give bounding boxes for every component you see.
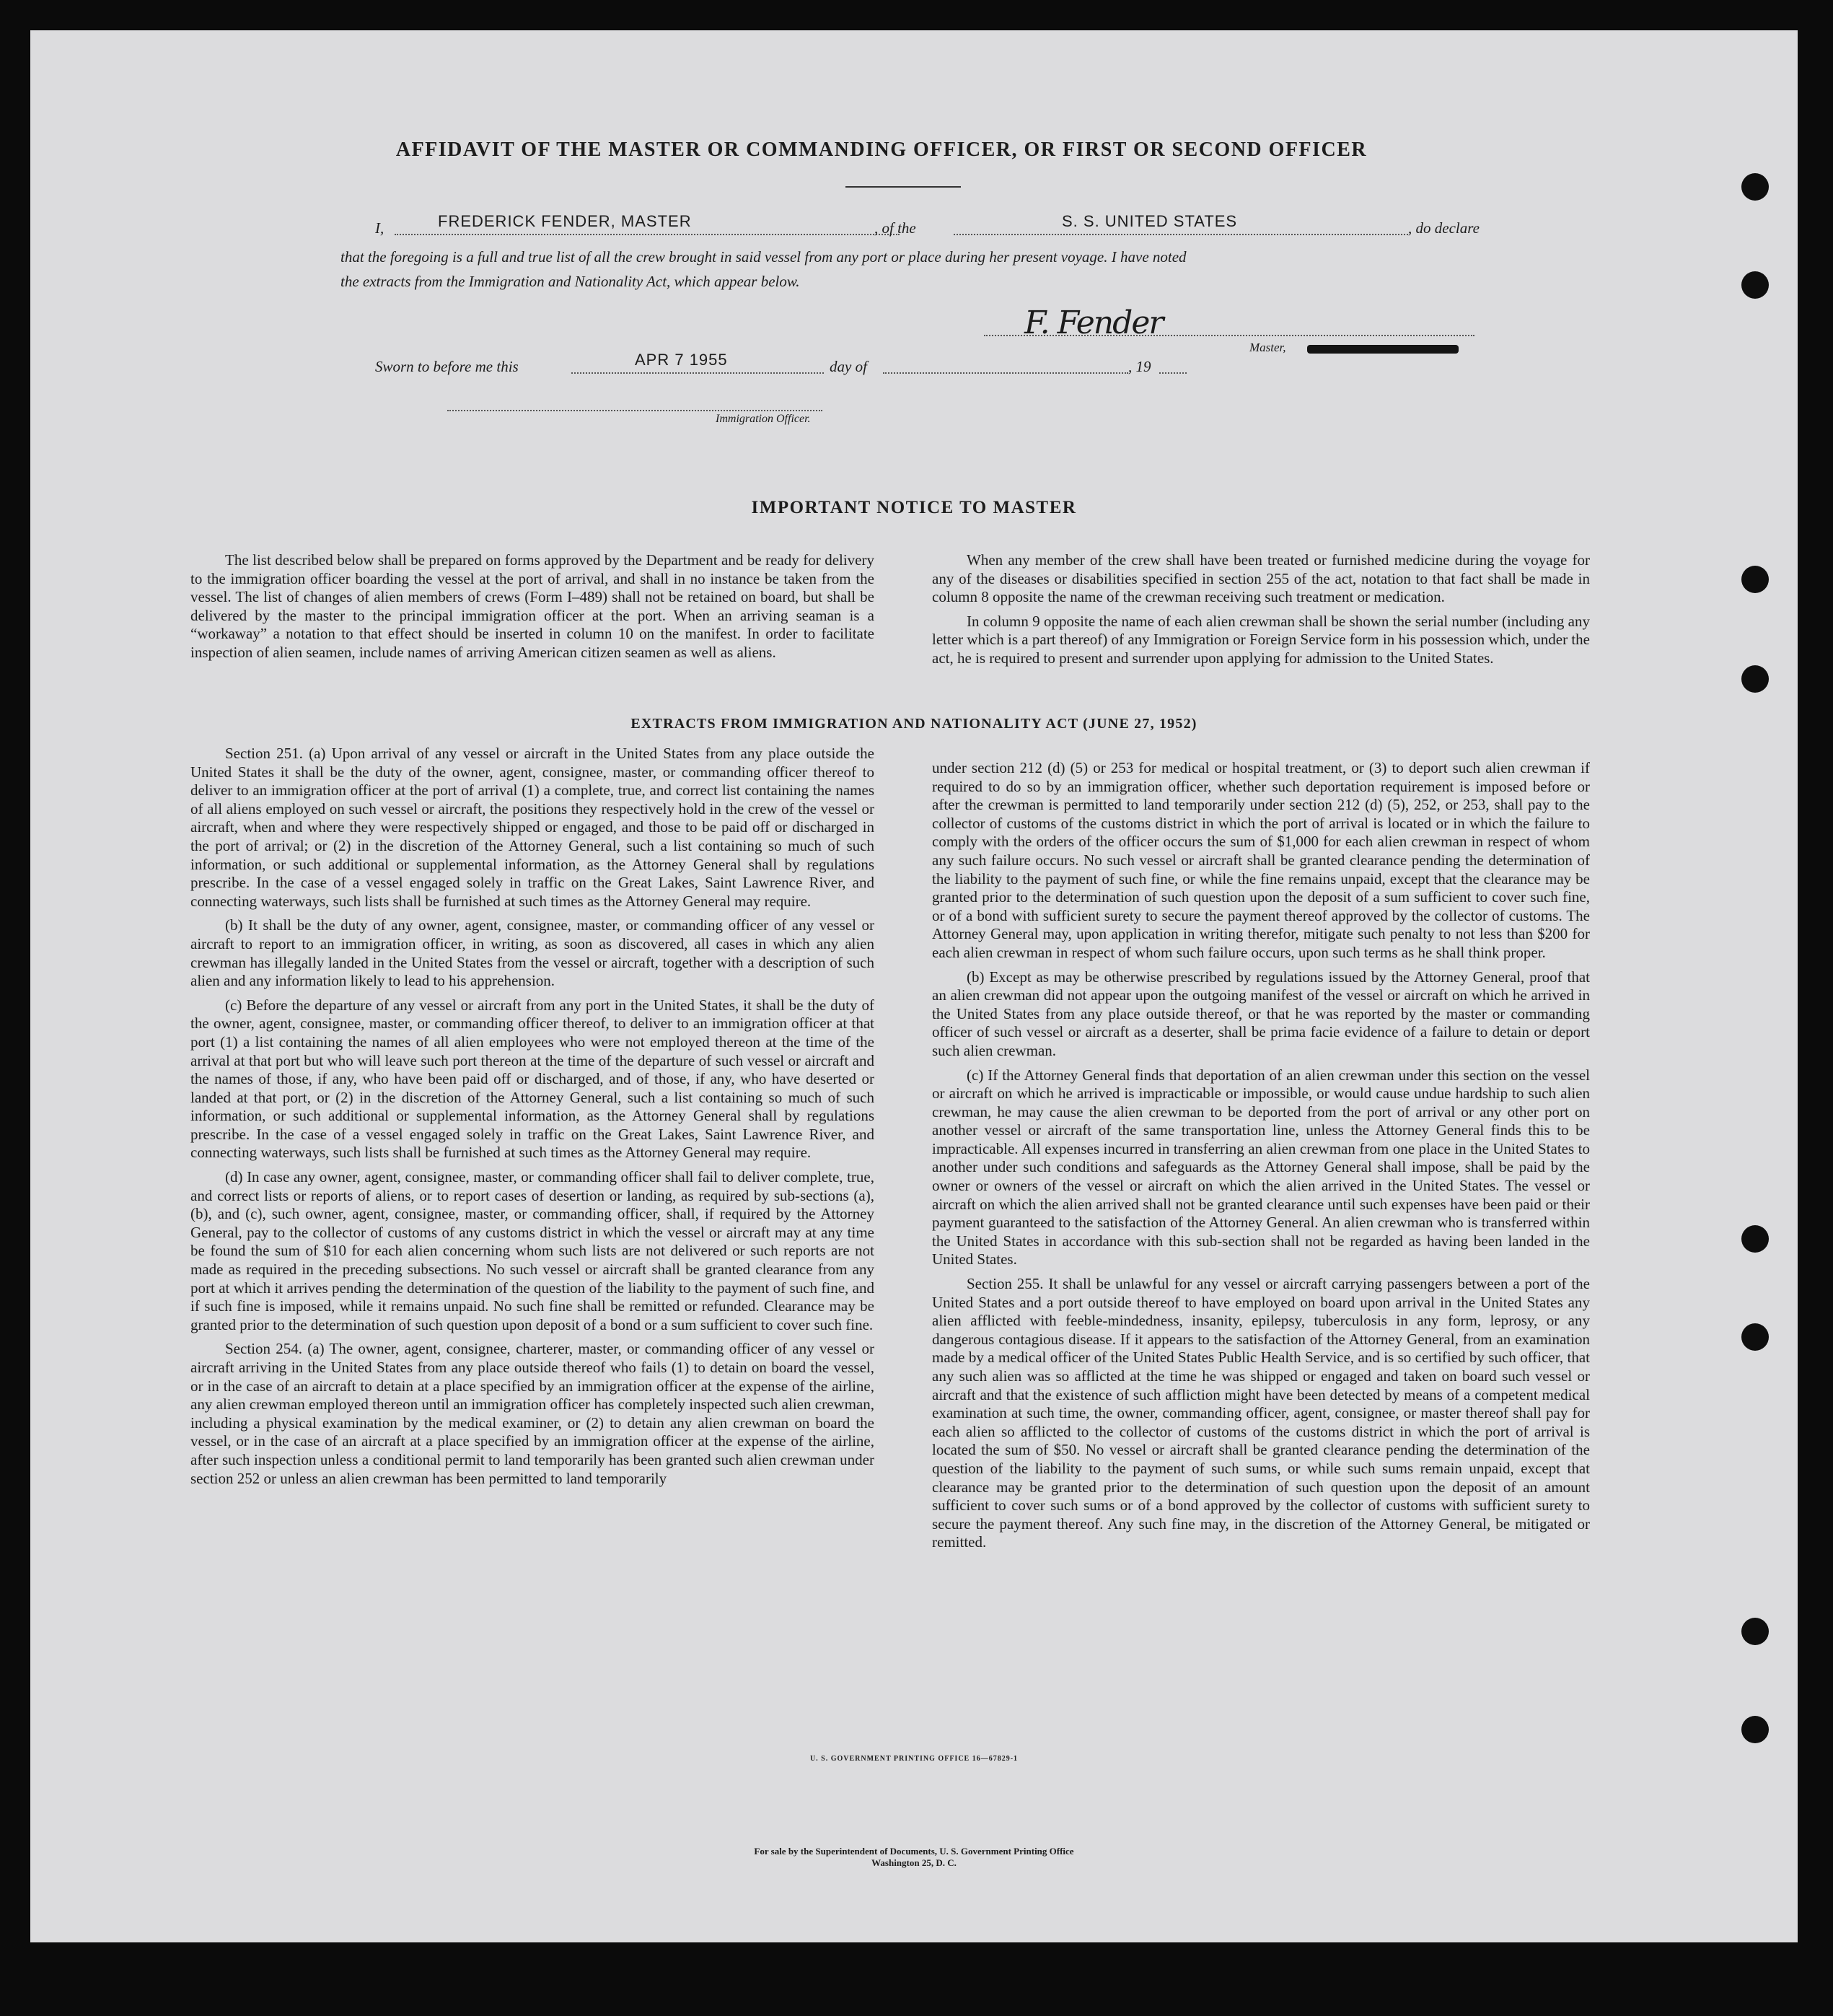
section-254-a: Section 254. (a) The owner, agent, consignee, charterer, master, or commanding officer of any vessel or aircraft arriving in the United States from any place outside thereof who fails (1) to detain on board the vessel, or in the case of an aircraft to detain at a place specified by an immigration officer at the expense of the airline, any alien crewman employed thereon until an immigration officer has completely inspected such alien crewman, including a physical examination by the medical examiner, or (2) to detain any alien crewman on board the vessel, or in the case of an aircraft at a place specified by an immigration officer at the expense of the airline, after such inspection unless a conditional permit to land temporarily has been granted such alien crewman under section 252 or unless an alien crewman has been permitted to land temporarily [190, 1340, 874, 1487]
punch-hole-7 [1741, 1618, 1769, 1645]
section-251-c: (c) Before the departure of any vessel or aircraft from any port in the United States, it shall be the duty of the owner, agent, consignee, master, or commanding officer thereof, to deliver to an immigration officer at that port (1) a list containing the names of all alien employees who were not employed thereon at the time of the arrival at that port but who will leave such port thereon at the time of the departure of such vessel or aircraft and the names of those, if any, who have been paid off or discharged, and of those, if any, who have deserted or landed at that port, or (2) in the discretion of the Attorney General, such a list containing so much of such information, or such additional or supplemental information, as the Attorney General shall by regulations prescribe. In the case of a vessel engaged solely in traffic on the Great Lakes, Saint Lawrence River, and connecting waterways, such lists shall be furnished at such times as the Attorney General may require. [190, 996, 874, 1162]
master-name-field: FREDERICK FENDER, MASTER [438, 212, 692, 230]
document-page [30, 30, 1798, 1942]
title-rule [845, 186, 961, 188]
vessel-line [954, 234, 1408, 235]
notice-left-column [190, 551, 874, 668]
notice-right-paragraph-1: When any member of the crew shall have been treated or furnished medicine during the voyage for any of the diseases or disabilities specified in section 255 of the act, notation to that fact shall be made in column 8 opposite the name of the crewman receiving such treatment or medication. [932, 551, 1590, 606]
section-255: Section 255. It shall be unlawful for any vessel or aircraft carrying passengers between a port of the United States and a port outside thereof to have employed on board upon arrival in the United States any alien afflicted with feeble-mindedness, insanity, epilepsy, tuberculosis in any form, leprosy, or any dangerous contagious disease. If it appears to the satisfaction of the Attorney General, from an examination made by a medical officer of the United States Public Health Service, and is so certified by such officer, that any such alien was so afflicted at the time he was shipped or engaged and taken on board such vessel or aircraft and that the existence of such affliction might have been detected by means of a competent medical examination at such time, the owner, commanding officer, agent, consignee, or master thereof shall pay for each alien so afflicted to the collector of customs of the customs district in which the port of arrival is located the sum of $50. No vessel or aircraft shall be granted clearance pending the determination of the question of the liability to the payment of such sums, or while such sums remain unpaid, except that clearance may be granted prior to the determination of such question upon the deposit of an amount sufficient to cover such sums or of a bond approved by the collector of customs with sufficient surety to secure the payment thereof. Any such fine may, in the discretion of the Attorney General, be mitigated or remitted. [932, 1275, 1590, 1551]
printing-office-line: U. S. GOVERNMENT PRINTING OFFICE 16—67829-1 [809, 1755, 1019, 1763]
section-251-a: Section 251. (a) Upon arrival of any vessel or aircraft in the United States from any place outside the United States it shall be the duty of the owner, agent, consignee, master, or commanding officer thereof to deliver to an immigration officer at the port of arrival (1) a complete, true, and correct list containing the names of all aliens employed on such vessel or aircraft, the positions they respectively hold in the crew of the vessel or aircraft, when and where they were respectively shipped or engaged, and those to be paid off or discharged in the port of arrival; or (2) in the discretion of the Attorney General, such a list containing so much of such information, or such additional or supplemental information, as the Attorney General shall by regulations prescribe. In the case of a vessel engaged solely in traffic on the Great Lakes, Saint Lawrence River, and connecting waterways, such lists shall be furnished at such times as the Attorney General may require. [190, 745, 874, 910]
notice-right-paragraph-2: In column 9 opposite the name of each alien crewman shall be shown the serial number (including any letter which is a part thereof) of any Immigration or Foreign Service form in his possession which, under the act, he is required to present and surrender upon applying for admission to the United States. [932, 612, 1590, 667]
sale-notice [30, 1846, 1798, 1869]
do-declare-label: , do declare [1408, 219, 1480, 237]
extracts-title: EXTRACTS FROM IMMIGRATION AND NATIONALITY ACT (JUNE 27, 1952) [630, 716, 1197, 732]
of-the-label: , of the [874, 219, 916, 237]
sworn-label: Sworn to before me this [375, 358, 519, 375]
punch-hole-2 [1741, 271, 1769, 299]
redaction-mark [1307, 345, 1459, 354]
year-label: , 19 [1128, 358, 1151, 375]
master-signature: F. Fender [1024, 304, 1163, 341]
day-of-label: day of [830, 358, 867, 375]
declaration-line-2: the extracts from the Immigration and Nationality Act, which appear below. [340, 273, 800, 290]
sale-line-2: Washington 25, D. C. [871, 1857, 957, 1868]
sworn-date-field: APR 7 1955 [635, 351, 728, 369]
sworn-date-line [571, 372, 824, 374]
section-251-d: (d) In case any owner, agent, consignee, master, or commanding officer shall fail to deliver complete, true, and correct lists or reports of aliens, or to report cases of desertion or landing, as required by sub-sections (a), (b), and (c), such owner, agent, consignee, master, or commanding officer, shall, if required by the Attorney General, pay to the collector of customs of any customs district in which the vessel or aircraft may at any time be found the sum of $10 for each alien concerning whom such lists are not delivered or such reports are not made as required in the preceding subsections. No such vessel or aircraft shall be granted clearance from any port at which it arrives pending the determination of the question of the liability to the payment of such fine, and if such fine is imposed, while it remains unpaid. No such fine shall be remitted or refunded. Clearance may be granted prior to the determination of such question upon deposit of a bond or a sum sufficient to cover such fine. [190, 1168, 874, 1333]
punch-hole-4 [1741, 665, 1769, 693]
extracts-left-column [190, 745, 874, 1494]
section-254-c: (c) If the Attorney General finds that deportation of an alien crewman under this section on the vessel or aircraft on which he arrived is impracticable or impossible, or would cause undue hardship to such alien crewman, he may cause the alien crewman to be deported from the port of arrival or any other port on another vessel or aircraft of the same transportation line, unless the Attorney General finds this to be impracticable. All expenses incurred in transferring an alien crewman from one place in the United States to another under such conditions and safeguards as the Attorney General shall impose, shall be paid by the owner or owners of the vessel or aircraft on which the alien arrived in the United States. The vessel or aircraft on which the alien arrived shall not be granted clearance until such expenses have been paid or their payment guaranteed to the satisfaction of the Attorney General. An alien crewman who is transferred within the United States in accordance with this sub-section shall not be regarded as having been landed in the United States. [932, 1066, 1590, 1268]
punch-hole-8 [1741, 1716, 1769, 1743]
immigration-officer-line [447, 410, 822, 411]
punch-hole-5 [1741, 1225, 1769, 1253]
immigration-officer-label: Immigration Officer. [716, 413, 811, 425]
vessel-name-field: S. S. UNITED STATES [1062, 212, 1238, 230]
affidavit-title: AFFIDAVIT OF THE MASTER OR COMMANDING OFFICER, OR FIRST OR SECOND OFFICER [395, 139, 1368, 161]
name-line [395, 234, 900, 235]
notice-left-paragraph: The list described below shall be prepared on forms approved by the Department and be ready for delivery to the immigration officer boarding the vessel at the port of arrival, and shall in no instance be taken from the vessel. The list of changes of alien members of crews (Form I–489) shall not be retained on board, but shall be delivered by the master to the principal immigration officer at the port. When an arriving seaman is a “workaway” a notation to that effect should be inserted in column 10 on the manifest. In order to facilitate inspection of alien seamen, include names of arriving American citizen seamen as well as aliens. [190, 551, 874, 661]
extracts-right-column [932, 759, 1590, 1558]
sale-line-1: For sale by the Superintendent of Documents, U. S. Government Printing Office [754, 1846, 1074, 1857]
punch-hole-1 [1741, 173, 1769, 201]
punch-hole-6 [1741, 1323, 1769, 1351]
notice-right-column [932, 551, 1590, 674]
year-line [1159, 372, 1187, 374]
signature-line [984, 335, 1474, 336]
i-label: I, [375, 219, 384, 237]
punch-hole-3 [1741, 566, 1769, 593]
month-line [883, 372, 1128, 374]
declaration-line-1: that the foregoing is a full and true list of all the crew brought in said vessel from any port or place during her present voyage. I have noted [340, 248, 1187, 266]
section-254-a-continued: under section 212 (d) (5) or 253 for medical or hospital treatment, or (3) to deport such alien crewman if required to do so by an immigration officer, whether such deportation requirement is imposed before or after the crewman is permitted to land temporarily under section 212 (d) (5), 252, or 253, shall pay to the collector of customs of the customs district in which the port of arrival is located or in which the failure to comply with the orders of the officer occurs the sum of $1,000 for each alien crewman in respect of whom any such failure occurs. No such vessel or aircraft shall be granted clearance pending the determination of the liability to the payment of such fine, or while the fine remains unpaid, except that the clearance may be granted prior to the determination of such question upon the deposit of a sum sufficient to cover such fine, or of a bond with sufficient surety to secure the payment thereof approved by the collector of customs. The Attorney General may, upon application in writing therefor, mitigate such penalty to not less than $200 for each alien crewman in respect of whom such failure occurs, upon such terms as he shall think proper. [932, 759, 1590, 961]
master-label: Master, [1249, 341, 1286, 354]
section-254-b: (b) Except as may be otherwise prescribed by regulations issued by the Attorney General, proof that an alien crewman did not appear upon the outgoing manifest of the vessel or aircraft on which he arrived in the United States from any place outside thereof, or that he was reported by the master or commanding officer of such vessel or aircraft as a deserter, shall be prima facie evidence of a failure to detain or deport such alien crewman. [932, 968, 1590, 1059]
notice-title: IMPORTANT NOTICE TO MASTER [751, 498, 1077, 517]
section-251-b: (b) It shall be the duty of any owner, agent, consignee, master, or commanding officer of any vessel or aircraft to report to an immigration officer, in writing, as soon as discovered, all cases in which any alien crewman has illegally landed in the United States from the vessel or aircraft, together with a description of such alien and any information likely to lead to his apprehension. [190, 916, 874, 990]
